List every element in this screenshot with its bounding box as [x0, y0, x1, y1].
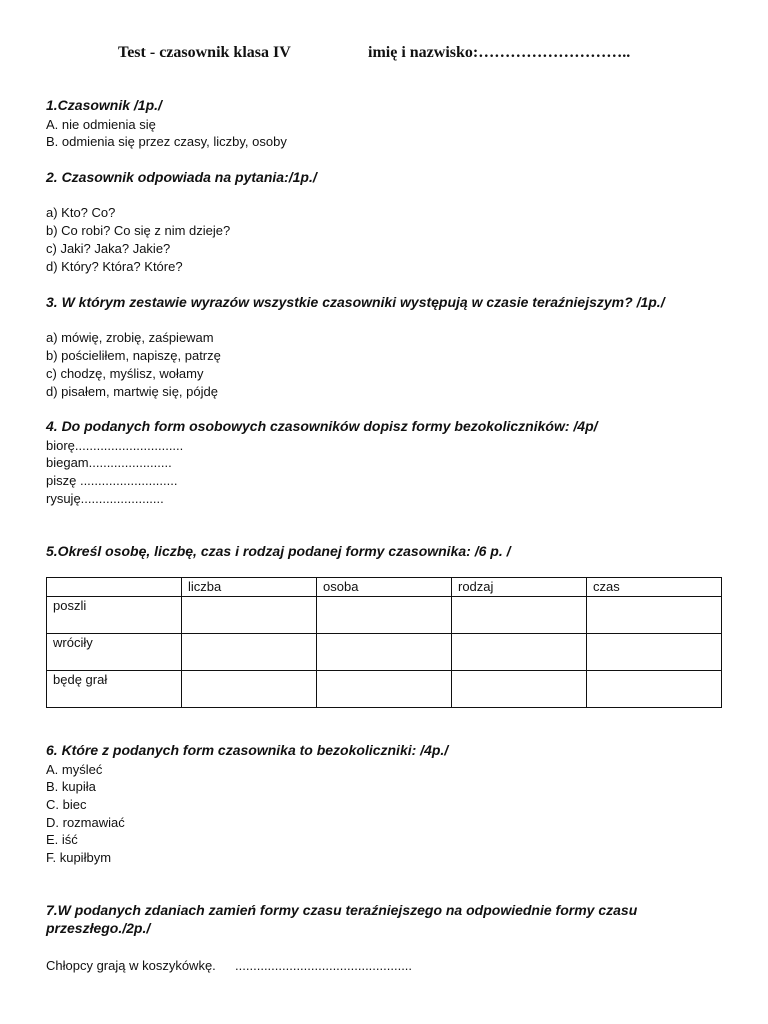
- q6-option-e: E. iść: [46, 832, 78, 847]
- q1-option-a: A. nie odmienia się: [46, 117, 156, 132]
- answer-cell[interactable]: [182, 634, 317, 671]
- answer-cell[interactable]: [452, 634, 587, 671]
- q3-option-a: a) mówię, zrobię, zaśpiewam: [46, 330, 214, 345]
- row-label: wróciły: [47, 634, 182, 671]
- question-2: 2. Czasownik odpowiada na pytania:/1p./: [46, 169, 317, 185]
- answer-cell[interactable]: [182, 597, 317, 634]
- test-title: Test - czasownik klasa IV: [118, 44, 291, 61]
- q6-option-b: B. kupiła: [46, 779, 96, 794]
- q6-option-a: A. myśleć: [46, 762, 103, 777]
- question-7-line-1: 7.W podanych zdaniach zamień formy czasu teraźniejszego na odpowiednie formy czasu: [46, 902, 638, 918]
- header-cell-czas: czas: [587, 578, 722, 597]
- header-cell-osoba: osoba: [317, 578, 452, 597]
- answer-cell[interactable]: [317, 634, 452, 671]
- table-row: [47, 634, 722, 671]
- answer-cell[interactable]: [452, 671, 587, 708]
- q6-option-c: C. biec: [46, 797, 87, 812]
- question-1: 1.Czasownik /1p./: [46, 97, 162, 113]
- table-row: [47, 671, 722, 708]
- q2-option-b: b) Co robi? Co się z nim dzieje?: [46, 223, 231, 238]
- question-6: 6. Które z podanych form czasownika to bezokoliczniki: /4p./: [46, 742, 449, 758]
- header-cell-liczba: liczba: [182, 578, 317, 597]
- q7-answer-blank[interactable]: .................................................: [235, 958, 413, 973]
- q1-option-b: B. odmienia się przez czasy, liczby, osoby: [46, 134, 287, 149]
- name-field: imię i nazwisko:………………………..: [368, 44, 631, 61]
- answer-cell[interactable]: [587, 634, 722, 671]
- answer-cell[interactable]: [587, 597, 722, 634]
- question-4: 4. Do podanych form osobowych czasowników dopisz formy bezokoliczników: /4p/: [46, 418, 598, 434]
- q3-option-b: b) pościeliłem, napiszę, patrzę: [46, 348, 221, 363]
- q6-option-d: D. rozmawiać: [46, 815, 125, 830]
- header-cell-rodzaj: rodzaj: [452, 578, 587, 597]
- row-label: poszli: [47, 597, 182, 634]
- answer-cell[interactable]: [587, 671, 722, 708]
- row-label: będę grał: [47, 671, 182, 708]
- question-7-line-2: przeszłego./2p./: [46, 920, 151, 936]
- q7-sentence: [46, 957, 412, 974]
- title-row: [0, 44, 768, 66]
- q2-option-a: a) Kto? Co?: [46, 205, 116, 220]
- table-header-row: [47, 578, 722, 597]
- q6-option-f: F. kupiłbym: [46, 850, 112, 865]
- q4-item-3: piszę ...........................: [46, 473, 178, 488]
- answer-cell[interactable]: [182, 671, 317, 708]
- q2-option-c: c) Jaki? Jaka? Jakie?: [46, 241, 171, 256]
- q2-option-d: d) Który? Która? Które?: [46, 259, 183, 274]
- q3-option-c: c) chodzę, myślisz, wołamy: [46, 366, 204, 381]
- header-cell-empty: [47, 578, 182, 597]
- answer-cell[interactable]: [317, 671, 452, 708]
- table-row: [47, 597, 722, 634]
- conjugation-table: [46, 577, 722, 708]
- q3-option-d: d) pisałem, martwię się, pójdę: [46, 384, 218, 399]
- question-5: 5.Określ osobę, liczbę, czas i rodzaj podanej formy czasownika: /6 p. /: [46, 543, 511, 559]
- q7-sentence-text: Chłopcy grają w koszykówkę.: [46, 958, 216, 973]
- q4-item-2: biegam.......................: [46, 455, 172, 470]
- answer-cell[interactable]: [317, 597, 452, 634]
- question-3: 3. W którym zestawie wyrazów wszystkie czasowniki występują w czasie teraźniejszym? /1p./: [46, 294, 665, 310]
- q4-item-1: biorę..............................: [46, 438, 184, 453]
- q4-item-4: rysuję.......................: [46, 491, 164, 506]
- answer-cell[interactable]: [452, 597, 587, 634]
